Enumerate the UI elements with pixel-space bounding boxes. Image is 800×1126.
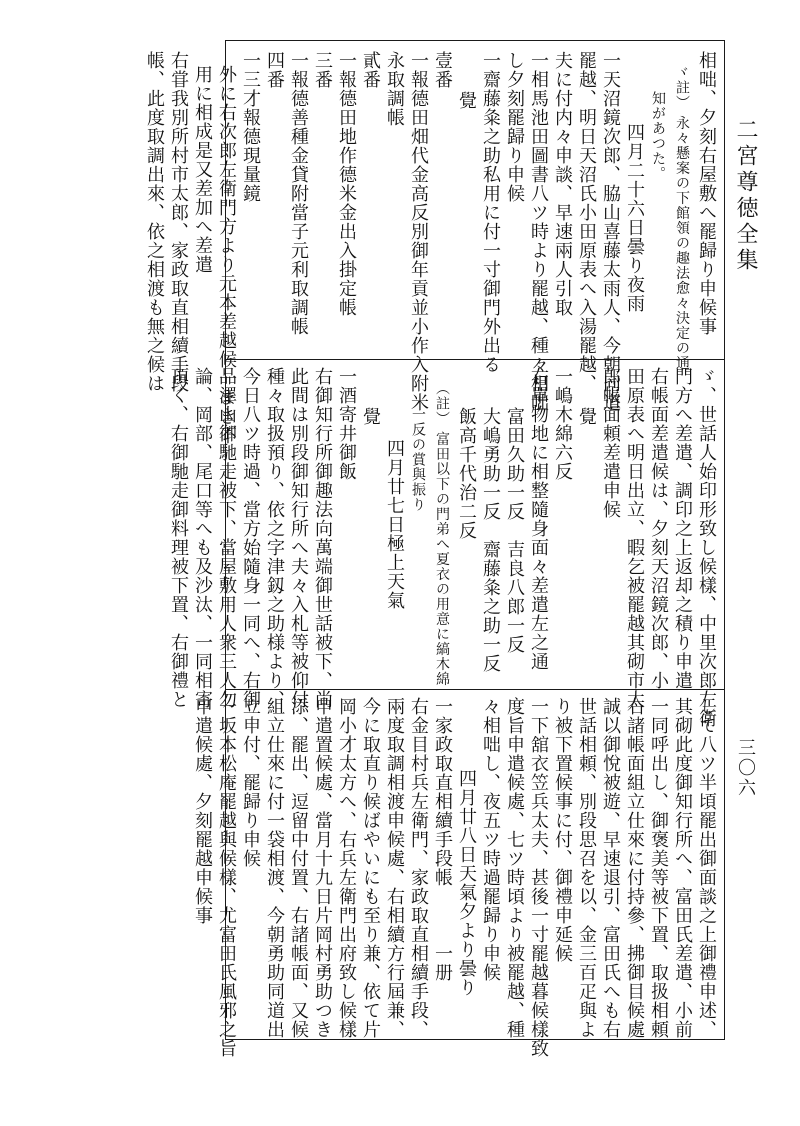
text-line: 外に右次郎左衛門方より元本差越候一まき不 [216, 65, 237, 445]
text-line: 此間は別段御知行所へ夫々入札等被仰付 [288, 367, 309, 709]
text-line: 帳、此度取調出來、依之相渡も無之候は [144, 51, 165, 393]
text-line: 兩度取調相渡申候處、右相續方行屆兼、 [384, 697, 405, 1039]
text-line: 世話相頼、別段思召を以、金三百疋與よ [576, 697, 597, 1039]
text-line: 一下舘衣笠兵太夫、甚後一寸罷越暮候樣致 [528, 697, 549, 1058]
text-line: 貳番 [360, 51, 381, 89]
text-line: 用に相成是又差加へ差遣 [192, 65, 213, 274]
text-line: 一家政取直相續手段帳 一册 [432, 697, 453, 982]
text-line: 郎帳面頼差遣申候 [600, 367, 621, 519]
page-number: 三〇六 [735, 738, 756, 798]
text-line: 永取調帳 [384, 51, 405, 127]
text-line: 々相咄し、夜五ツ時過罷歸り申候 [480, 697, 501, 982]
text-line: 一天沼鏡次郎、脇山喜藤太雨人、今朝同道 [600, 51, 621, 412]
text-line: ヾ註） 永々懸案の下館領の趣法愈々決定の通 [674, 65, 690, 371]
text-line: 右諸帳面組立仕來に付持參、拂御目候處 [624, 697, 645, 1039]
text-line: 一報德田畑代金高反別御年貢並小作入附米 [408, 51, 429, 412]
text-line: 一同呼出し、御褒美等被下置、取扱相頼 [648, 697, 669, 1039]
text-line: 組立仕來に付一袋相渡、今朝勇助同道出 [264, 697, 285, 1039]
text-line: 岡小才太方へ、右兵左衛門出府致し候樣 [336, 697, 357, 1039]
text-line: 四番 [264, 51, 285, 89]
text-line: 度旨申遣候處、七ツ時頃より被罷越、種 [504, 697, 525, 1039]
text-line: 一齋藤粂之助私用に付一寸御門外出る [480, 51, 501, 374]
text-line: 今に取直り候ばやいにも至り兼、依て片 [360, 697, 381, 1039]
text-line: 一嶋木綿六反 [552, 367, 573, 481]
text-line: 壹番 [432, 51, 453, 89]
text-line: り被下置候事に付、御禮申延候 [552, 697, 573, 963]
text-line: 一酒寄井御飯 [336, 367, 357, 481]
text-line: 四月廿七日極上天氣 [384, 439, 405, 610]
text-line: 一反の賞與振り [410, 407, 426, 512]
text-line: して八ツ半頃罷出御面談之上御禮申述、 [696, 697, 717, 1039]
text-line: 大嶋勇助一反 齋藤粂之助一反 [480, 407, 501, 673]
text-line: 三番 [312, 51, 333, 89]
text-line: （註） 富田以下の門弟へ夏衣の用意に縞木綿 [434, 381, 450, 687]
text-line: 申遣置候處、當月十九日片岡村勇助つき [312, 697, 333, 1039]
text-line: 一坂本松庵罷越與候樣、尤富田氏風邪之旨 [216, 697, 237, 1058]
text-line: 今日八ツ時過、當方始隨身一同へ、右御 [240, 367, 261, 709]
running-title: 二宮尊徳全集 [733, 118, 758, 274]
text-line: 夫に付内々申談、早速兩人引取 [552, 51, 573, 317]
text-line: 右帳面差遣候は、夕刻天沼鏡次郎、小 [648, 367, 669, 690]
text-line: 種々取扱預り、依之字津釼之助様より、 [264, 367, 285, 709]
text-line: 知があつた。 [650, 91, 666, 181]
text-line: 右金目村兵左衛門、家政取直相續手段、 [408, 697, 429, 1039]
text-frame [144, 40, 725, 1058]
text-line: 覺 [360, 407, 381, 426]
text-band-middle [168, 367, 724, 728]
text-band-bottom [192, 697, 724, 1058]
text-line: し夕刻罷歸り申候 [504, 51, 525, 203]
text-line: 一相馬池田圖書八ツ時より罷越、種々相咄 [528, 51, 549, 412]
text-line: 右甞我別所村市太郎、家政取直相續手段 [168, 51, 189, 393]
text-line: 添、罷出、逗留中付置、右諸帳面、又候 [288, 697, 309, 1039]
text-line: 其砌此度御知行所へ、富田氏差遣、小前 [672, 697, 693, 1039]
text-line: 覺 [576, 407, 597, 426]
text-line: 頂く、右御馳走御料理被下置、右御禮と [168, 367, 189, 709]
text-line: 品澤山御馳走被下、當屋敷用人衆三人勿 [216, 367, 237, 709]
text-line: 覺 [456, 91, 477, 110]
text-line: 一三才報德現量鏡 [240, 51, 261, 203]
text-line: 論、岡部、尾口等へも及沙汰、一同相寄 [192, 367, 213, 709]
text-line: 右御知行所御趣法向萬端御世話被下、尚 [312, 367, 333, 709]
band-divider [226, 359, 724, 360]
text-line: 飯高千代治二反 [456, 407, 477, 540]
text-line: 誠以御悅被遊、早速退引、富田氏へも右 [600, 697, 621, 1039]
band-divider [226, 689, 724, 690]
text-line: 立申付、罷歸り申候 [240, 697, 261, 868]
text-line: ゞ、世話人始印形致し候樣、中里次郎左衛 [696, 367, 717, 728]
text-line: 申遣候處、夕刻罷越申候事 [192, 697, 213, 925]
text-line: 右單物地に相整隨身面々差遣左之通 [528, 367, 549, 671]
text-line: 四月廿八日天氣夕より曇り [456, 769, 477, 997]
text-line: 四月二十六日曇り夜雨 [624, 123, 645, 313]
text-line: 一報德善種金貸附當子元利取調帳 [288, 51, 309, 336]
text-line: 門方へ差遣、調印之上返却之積り申遣 [672, 367, 693, 690]
text-line: 富田久助一反 吉良八郎一反 [504, 407, 525, 654]
text-line: 一報德田地作德米金出入掛定帳 [336, 51, 357, 317]
text-line: 罷越、明日天沼氏小田原表へ入湯罷越、 [576, 51, 597, 393]
text-line: 相咄、夕刻右屋敷へ罷歸り申候事 [696, 51, 717, 336]
text-line: 田原表へ明日出立、暇乞被罷越其砌市太 [624, 367, 645, 709]
